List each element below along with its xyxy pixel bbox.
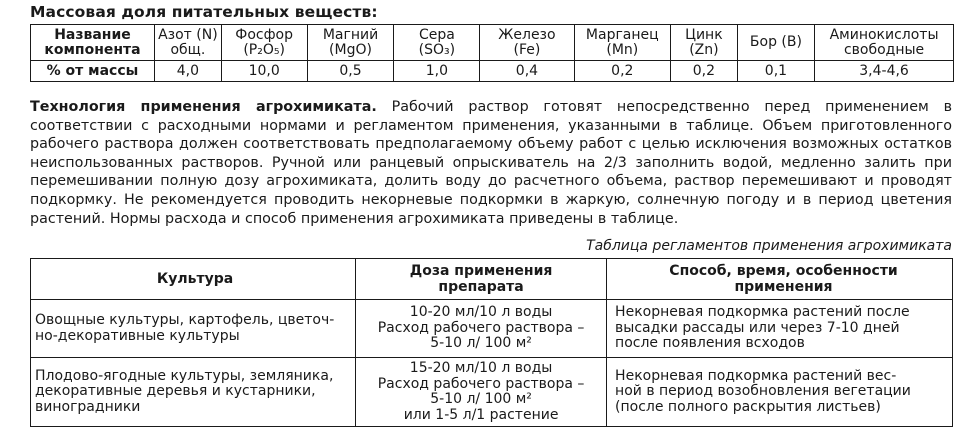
nutrient-sublabel: (P₂O₅) (243, 41, 285, 58)
nutrient-header-amino-acids (815, 25, 954, 61)
method-line: (после полного раскрытия листьев) (615, 398, 881, 415)
nutrients-header-row (31, 25, 954, 61)
nutrient-value: 0,5 (307, 61, 394, 82)
nutrient-sublabel: (Mn) (606, 41, 639, 58)
nutrient-label: Марганец (585, 26, 659, 43)
dose-header-line-2: препарата (438, 279, 524, 295)
dose-line: 10-20 мл/10 л воды (409, 304, 553, 321)
method-line: Некорневая подкормка растений вес- (615, 367, 897, 384)
culture-line: но-декоративные культуры (35, 327, 240, 344)
method-cell (607, 358, 953, 427)
nutrient-sublabel: (SO₃) (418, 41, 456, 58)
nutrient-sublabel: общ. (170, 41, 206, 58)
method-cell (607, 300, 953, 358)
nutrient-label: Магний (322, 26, 379, 43)
technology-title: Технология применения агрохимиката. (30, 99, 377, 115)
culture-line: декоративные деревья и кустарники, (35, 383, 316, 400)
nutrient-value: 3,4-4,6 (815, 61, 954, 82)
culture-header: Культура (31, 259, 356, 300)
culture-line: виноградники (35, 398, 141, 415)
dose-line: 15-20 мл/10 л воды (409, 360, 553, 376)
method-line: Некорневая подкормка растений после (615, 304, 910, 321)
regulations-caption: Таблица регламентов применения агрохимиката (586, 238, 952, 254)
nutrient-sublabel: (MgO) (329, 41, 372, 58)
dose-line: или 1-5 л/1 растение (403, 406, 559, 423)
method-line: высадки рассады или через 7-10 дней (615, 319, 900, 336)
dose-line: 5-10 л/ 100 м² (430, 391, 532, 407)
nutrient-label: Азот (N) (158, 26, 218, 43)
dose-line: 5-10 л/ 100 м² (430, 335, 532, 352)
nutrient-label: Железо (498, 26, 556, 43)
nutrient-header-nitrogen (154, 25, 221, 61)
dose-cell (356, 300, 607, 358)
component-name-line-2: компонента (44, 41, 141, 58)
culture-cell (31, 300, 356, 358)
nutrients-values-row (31, 61, 954, 82)
nutrient-header-manganese (574, 25, 670, 61)
method-header-line-1: Способ, время, особенности (669, 263, 898, 279)
technology-paragraph (30, 98, 952, 228)
table-row (31, 358, 953, 427)
nutrient-sublabel: свободные (843, 41, 925, 58)
culture-line: Плодово-ягодные культуры, земляника, (35, 367, 334, 384)
component-name-header (31, 25, 155, 61)
nutrients-table (30, 24, 954, 82)
regulations-table (30, 258, 953, 427)
table-row (31, 300, 953, 358)
nutrient-header-zinc (671, 25, 738, 61)
nutrient-value: 4,0 (154, 61, 221, 82)
nutrient-label: Сера (418, 26, 455, 43)
nutrient-header-sulfur (394, 25, 480, 61)
regulations-header-row (31, 259, 953, 300)
method-header-line-2: применения (734, 279, 833, 295)
dose-line: Расход рабочего раствора – (377, 319, 585, 336)
nutrient-sublabel: (Fe) (513, 41, 541, 58)
nutrient-label: Аминокислоты (829, 26, 939, 43)
nutrient-sublabel: (Zn) (689, 41, 719, 58)
nutrient-header-boron (737, 25, 814, 61)
dose-header (356, 259, 607, 300)
mass-percent-label: % от массы (31, 61, 155, 82)
nutrient-value: 0,4 (480, 61, 574, 82)
nutrient-header-phosphorus (221, 25, 307, 61)
nutrient-value: 1,0 (394, 61, 480, 82)
nutrients-heading: Массовая доля питательных веществ: (30, 3, 378, 21)
nutrient-header-magnesium (307, 25, 394, 61)
nutrient-value: 0,2 (671, 61, 738, 82)
culture-cell (31, 358, 356, 427)
component-name-line-1: Название (54, 26, 131, 43)
nutrient-value: 0,2 (574, 61, 670, 82)
dose-line: Расход рабочего раствора – (377, 375, 585, 392)
nutrient-value: 0,1 (737, 61, 814, 82)
dose-cell (356, 358, 607, 427)
dose-header-line-1: Доза применения (409, 263, 553, 279)
method-line: ной в период возобновления вегетации (615, 383, 911, 400)
method-header (607, 259, 953, 300)
nutrient-label: Фосфор (235, 26, 294, 43)
nutrient-header-iron (480, 25, 574, 61)
nutrient-label: Цинк (685, 26, 723, 43)
culture-line: Овощные культуры, картофель, цветоч- (35, 312, 335, 328)
technology-text: Рабочий раствор готовят непосредственно перед применением в соответствии с расходными нормами и регламентом применения, указанными в таблице. Объем приготовленного рабочего раствора должен соответствовать предполагаемому объему работ с целью исключения возможных остатков неиспользованных растворов. Ручной или ранцевый опрыскиватель на 2/3 заполнить водой, медленно залить при перемешивании полную дозу агрохимиката, долить воду до расчетного объема, раствор перемешивают и проводят подкормку. Не рекомендуется проводить некорневые подкормки в жаркую, солнечную погоду и в период цветения растений. Нормы расхода и способ применения агрохимиката приведены в таблице. (30, 99, 953, 227)
method-line: после появления всходов (615, 335, 805, 352)
nutrient-label: Бор (B) (749, 34, 802, 50)
nutrient-value: 10,0 (221, 61, 307, 82)
